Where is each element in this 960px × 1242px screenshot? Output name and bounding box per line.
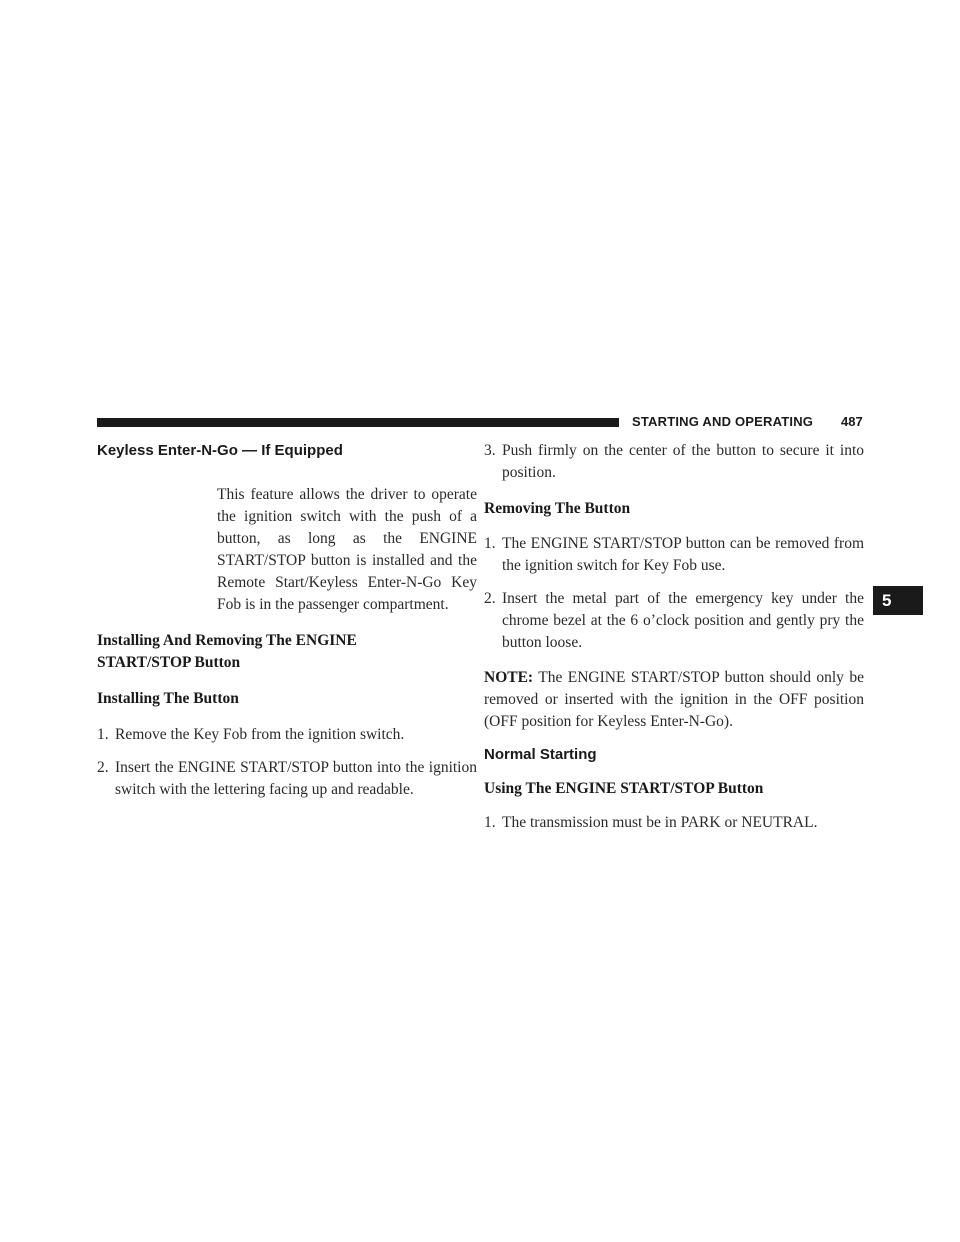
chapter-tab: 5 <box>873 586 923 615</box>
list-item: 1. Remove the Key Fob from the ignition switch. <box>97 726 405 743</box>
heading-installing: Installing The Button <box>97 690 239 707</box>
subheading-install-remove: Installing And Removing The ENGINE START/STOP Button <box>97 632 357 671</box>
list-item: 2. Insert the metal part of the emergency key under the chrome bezel at the 6 o’clock position and gently pry the button loose. <box>484 590 864 651</box>
section-title-keyless: Keyless Enter-N-Go — If Equipped <box>97 442 343 459</box>
heading-removing: Removing The Button <box>484 500 631 517</box>
right-column <box>484 440 864 834</box>
list-item: 3. Push firmly on the center of the button to secure it into position. <box>484 442 864 481</box>
section-name: STARTING AND OPERATING <box>632 414 814 429</box>
left-column <box>97 440 477 801</box>
list-item: 1. The transmission must be in PARK or NEUTRAL. <box>484 814 818 831</box>
list-item: 2. Insert the ENGINE START/STOP button into the ignition switch with the lettering facing up and readable. <box>97 759 477 798</box>
heading-using-button: Using The ENGINE START/STOP Button <box>484 780 764 797</box>
list-item: 1. The ENGINE START/STOP button can be removed from the ignition switch for Key Fob use. <box>484 535 864 574</box>
page-number: 487 <box>841 414 863 429</box>
note-paragraph: NOTE: The ENGINE START/STOP button should only be removed or inserted with the ignition in the OFF position (OFF position for Keyless Enter-N-Go). <box>484 669 864 730</box>
header-rule <box>97 418 619 427</box>
intro-paragraph: This feature allows the driver to operate the ignition switch with the push of a button, as long as the ENGINE START/STOP button is installed and the Remote Start/Keyless Enter-N-Go Key Fob is in the passenger compartment. <box>217 486 477 613</box>
section-title-normal-starting: Normal Starting <box>484 746 597 763</box>
